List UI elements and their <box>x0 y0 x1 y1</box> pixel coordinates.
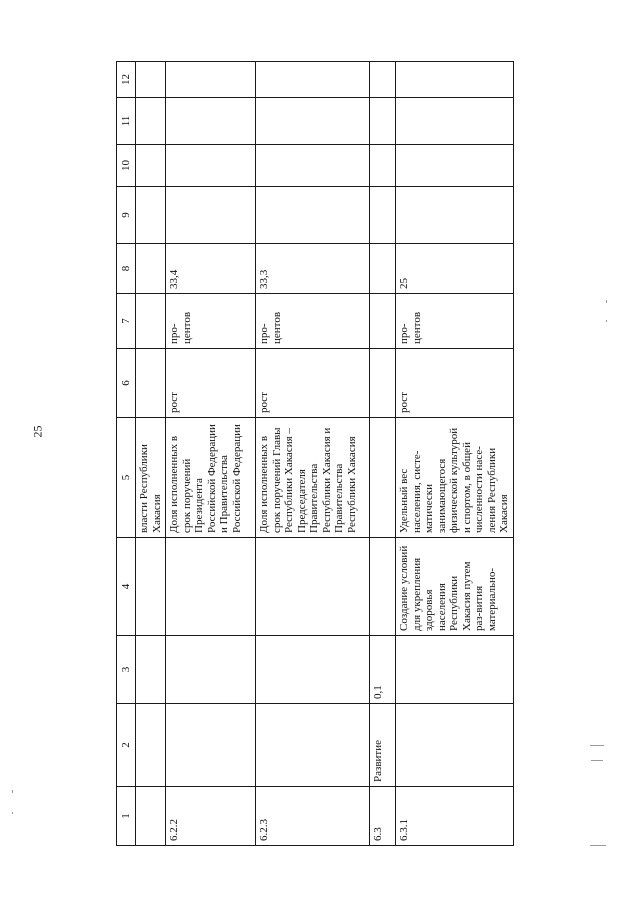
cell-weight <box>256 636 370 704</box>
column-header: 11 <box>117 98 136 145</box>
column-header: 1 <box>117 787 136 846</box>
cell-name <box>166 704 256 787</box>
cell-unit: про-центов <box>396 294 514 349</box>
cell-empty <box>370 145 396 187</box>
cell-indicator: власти Республики Хакасия <box>136 418 166 538</box>
cell-name <box>256 704 370 787</box>
cell-empty <box>136 187 166 244</box>
cell-empty <box>166 187 256 244</box>
cell-empty <box>370 187 396 244</box>
cell-number: 6.2.3 <box>256 787 370 846</box>
cell-unit <box>136 294 166 349</box>
rotated-table-container <box>116 62 510 846</box>
cell-value: 25 <box>396 244 514 294</box>
cell-number <box>136 787 166 846</box>
cell-name <box>396 704 514 787</box>
cell-indicator: Доля исполненных в срок поручений Президента Российской Федерации и Правительства Российской Федерации <box>166 418 256 538</box>
column-header: 12 <box>117 62 136 98</box>
scan-mark <box>590 845 606 846</box>
cell-name <box>136 704 166 787</box>
cell-task <box>136 538 166 636</box>
cell-task <box>256 538 370 636</box>
cell-empty <box>396 187 514 244</box>
cell-value: 33,3 <box>256 244 370 294</box>
indicator-table <box>116 61 514 846</box>
column-header: 8 <box>117 244 136 294</box>
scan-mark <box>590 745 604 746</box>
cell-trend: рост <box>256 349 370 418</box>
column-header: 6 <box>117 349 136 418</box>
cell-empty <box>396 145 514 187</box>
cell-weight: 0,1 <box>370 636 396 704</box>
cell-unit: про-центов <box>256 294 370 349</box>
column-header: 5 <box>117 418 136 538</box>
cell-trend: рост <box>396 349 514 418</box>
page-number: 25 <box>30 425 45 438</box>
cell-empty <box>256 145 370 187</box>
column-header: 9 <box>117 187 136 244</box>
cell-value: 33,4 <box>166 244 256 294</box>
scan-mark <box>12 812 13 814</box>
cell-trend <box>370 349 396 418</box>
cell-trend: рост <box>166 349 256 418</box>
cell-empty <box>370 98 396 145</box>
column-header: 4 <box>117 538 136 636</box>
cell-empty <box>136 145 166 187</box>
cell-indicator: Удельный вес населения, систе-матически занимающегося физической культурой и спортом, в общей численности насе-ления Республики Хакасия <box>396 418 514 538</box>
cell-name: Развитие <box>370 704 396 787</box>
cell-empty <box>396 62 514 98</box>
cell-empty <box>256 98 370 145</box>
cell-weight <box>396 636 514 704</box>
column-header: 2 <box>117 704 136 787</box>
scan-mark <box>606 300 607 303</box>
cell-task <box>166 538 256 636</box>
header-row <box>117 62 136 846</box>
cell-empty <box>166 145 256 187</box>
cell-indicator <box>370 418 396 538</box>
column-header: 10 <box>117 145 136 187</box>
cell-task <box>370 538 396 636</box>
cell-value <box>136 244 166 294</box>
cell-empty <box>370 62 396 98</box>
scan-mark <box>606 320 607 322</box>
column-header: 7 <box>117 294 136 349</box>
scan-mark <box>591 760 603 761</box>
cell-indicator: Доля исполненных в срок поручений Главы Республики Хакасия – Председателя Правительства Республики Хакасия и Правительства Республики Хакасия <box>256 418 370 538</box>
cell-number: 6.2.2 <box>166 787 256 846</box>
column-header: 3 <box>117 636 136 704</box>
table-row <box>136 62 166 846</box>
table-row <box>370 62 396 846</box>
cell-empty <box>166 98 256 145</box>
cell-weight <box>136 636 166 704</box>
cell-number: 6.3 <box>370 787 396 846</box>
table-row <box>256 62 370 846</box>
cell-empty <box>396 98 514 145</box>
cell-empty <box>136 98 166 145</box>
cell-number: 6.3.1 <box>396 787 514 846</box>
cell-trend <box>136 349 166 418</box>
cell-empty <box>256 62 370 98</box>
table-row <box>166 62 256 846</box>
cell-unit <box>370 294 396 349</box>
cell-task: Создание условий для укрепления здоровья населения Республики Хакасия путем раз-вития материально- <box>396 538 514 636</box>
cell-empty <box>256 187 370 244</box>
cell-weight <box>166 636 256 704</box>
scan-mark <box>12 790 13 793</box>
cell-empty <box>166 62 256 98</box>
cell-unit: про-центов <box>166 294 256 349</box>
cell-value <box>370 244 396 294</box>
cell-empty <box>136 62 166 98</box>
table-row <box>396 62 514 846</box>
